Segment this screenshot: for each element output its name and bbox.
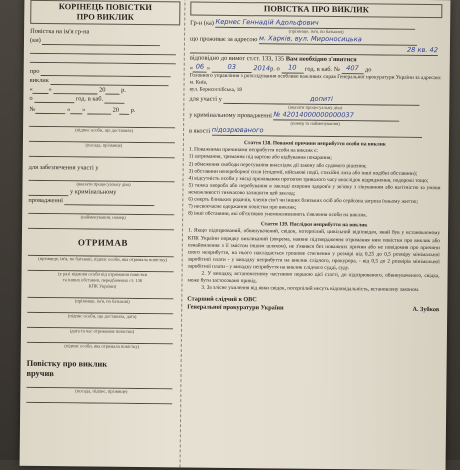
stub-received-note-5: (підпис особи, що доставила, дата)	[67, 313, 137, 319]
art139-item-3: 3. За злісне ухилення від явки свідок, потерпілий несуть відповідальність, встановлену законом.	[201, 284, 420, 294]
stub-received-note-7: (підпис особи, яка отримала повістку)	[64, 343, 140, 350]
appear-day: 06	[193, 63, 207, 73]
appear-year: 2014	[253, 64, 271, 73]
stub-participation: для забезпечення участі у	[28, 163, 99, 172]
art138-item-8: 7) несвоєчасне одержання повістки про виклик;	[188, 203, 297, 211]
stub-criminal-label-2: провадженні	[28, 196, 63, 205]
stub-received-note-4: (прізвище, ім'я, по батькові)	[74, 298, 130, 304]
stub-year: 20	[99, 86, 106, 94]
stub-case-label: (найменування, номер)	[80, 214, 126, 220]
stub-delivery-sign-label: (підпис особи, що доставила)	[75, 127, 134, 133]
for-part-label: для участі у	[189, 95, 222, 104]
stub-handed-title-2: вручив	[26, 368, 54, 379]
stub-issued-to: Повістка на ім'я гр-на	[30, 27, 90, 36]
art138-item-4: 3) обставини непереборної сили (епідемії, військові події, стихійні лиха або інші подібні обставини);	[188, 168, 418, 177]
stub-date-close: »	[48, 86, 52, 94]
art138-item-9: 8) інші обставини, які об'єктивно унеможливлюють з'явлення особи на виклик.	[188, 210, 368, 219]
stub-year-suffix: р.	[121, 86, 126, 94]
citizen-name: Кернес Геннадій Адольфович	[215, 18, 415, 30]
stub-received-note-2: та інших обставин, передбачених ст. 136	[62, 277, 143, 284]
stub-title: КОРІНЕЦЬ ПОВІСТКИ	[58, 2, 152, 13]
art139-title: Стаття 139. Наслідки неприбуття на виклик	[260, 221, 368, 229]
status-label: в якості	[189, 127, 211, 136]
status-value: підозрюваного	[212, 126, 422, 138]
stub-hours: год.	[75, 95, 87, 103]
criminal-value: № 42014000000000037	[273, 111, 399, 122]
office-text: Головного управління з розслідування особливо важливих справ Генеральної прокуратури України за адресою: м. Київ,	[189, 72, 442, 86]
stub-received-note-1: (у разі відмови особи від отримання повістки	[58, 271, 148, 278]
article-text-b: Вам необхідно з'явитися	[285, 55, 357, 64]
citizen-label: (прізвище, ім'я, по батькові)	[288, 28, 344, 35]
art138-item-7: 6) смерть близьких родичів, членів сім'ї чи інших близьких осіб або серйозна загроза їхньому життю;	[188, 196, 418, 205]
stub-room-label: в каб.	[87, 95, 104, 103]
summons-sheet	[20, 0, 451, 470]
street-text: вул. Борисоглібська, 18	[189, 86, 243, 94]
stub-date2-year: 20	[112, 106, 120, 114]
stub-issued-to-label: (ки)	[29, 36, 41, 44]
art139-item-1: 1. Якщо підозрюваний, обвинувачений, свідок, потерпілий, цивільний відповідач, який був у встановленому КПК України порядку викликаний (зокрема, наявне підтвердження отримання ним повістки про виклик або ознайомлення з її змістом іншим шляхом), не з'явився без поважних причин або не повідомив про причини свого неприбуття, на нього накладається грошове стягнення у розмірі від 0,25 до 0,5 розміру мінімальної заробітної плати - у випадку неприбуття на виклик слідчого, прокурора, - від 0,5 до 2 розмірів мінімальної заробітної плати - у випадку неприбуття на виклик слідчого судді, суду.	[187, 227, 441, 272]
stub-received-note-6: (дата та час отримання повістки)	[69, 328, 135, 334]
art139-list	[187, 228, 440, 294]
art138-item-6: 5) тяжка хвороба або перебування в закладі охорони здоров'я у зв'язку з лікуванням або вагітністю за умови неможливості тимчасово залишити цей заклад;	[188, 182, 441, 197]
stub-date-open: «	[29, 85, 33, 93]
appear-month: 03	[212, 63, 252, 73]
stub-criminal-label: у кримінальному	[69, 188, 117, 196]
art138-item-2: 1) затримання, тримання під вартою або відбування покарання;	[188, 153, 332, 162]
stub-call-to: про	[29, 67, 40, 75]
art138-item-5: 4) відсутність особи у місці проживання протягом тривалого часу внаслідок відрядження, подорожі тощо;	[188, 175, 429, 184]
stub-call-to-2: виклик	[29, 76, 49, 85]
signer-title: Старший слідчий в ОВС	[187, 295, 257, 304]
stub-date2-suffix: р.	[130, 106, 136, 114]
art138-item-1: 1. Поважними причинами неприбуття особи на виклик є:	[188, 146, 318, 155]
criminal-label: у кримінальному провадженні	[189, 111, 272, 120]
tear-line	[180, 0, 186, 467]
signer-org: Генеральної прокуратури України	[187, 303, 284, 312]
stub-title-2: ПРО ВИКЛИК	[76, 12, 134, 22]
for-part-hint: (вказати процесуальну дію)	[288, 104, 343, 111]
signer-name: А. Зубков	[412, 306, 440, 314]
criminal-hint: (номер та найменування)	[290, 120, 340, 127]
for-part-value: допиті	[223, 94, 419, 106]
stub-received-title: ОТРИМАВ	[77, 237, 128, 248]
notice-title: ПОВІСТКА ПРО ВИКЛИК	[263, 4, 369, 15]
notice-section: ПОВІСТКА ПРО ВИКЛИК Гр-н (ка) Кернес Геннадій Адольфович (прізвище, ім'я, по батькові) що проживає за адресою м. Харків, вул. Мироносицька 28 кв. 42 відповідно до вимог ст.ст. 133, 135 Вам необхідно з'явитися « 06 » 03 2014р. о 10 год. в каб. № 407 до Головного управління з розслідування особливо важливих справ Генеральної прокуратури України за адресою: м. Київ, вул. Борисоглібська, 18 для участі у допиті (вказати процесуальну дію) у кримінальному провадженні № 42014000000000037 (номер та найменування) в якості підозрюваного Стаття 138. Поважні причини неприбуття особи на виклик 1. Поважними причинами неприбуття особи на виклик є: 1) затримання, тримання під вартою або відбування покарання; 2) обмеження свободи пересування внаслідок дії закону або судового рішення; 3) обставини непереборної сили (епідемії, військові події, стихійні лиха або інші подібні обставини); 4) відсутність особи у місці проживання протягом тривалого часу внаслідок відрядження, подорожі тощо; 5) тяжка хвороба або перебування в закладі охорони здоров'я у зв'язку з лікуванням або вагітністю за умови неможливості тимчасово залишити цей заклад; 6) смерть близьких родичів, членів сім'ї чи інших близьких осіб або серйозна загроза їхньому життю; 7) несвоєчасне одержання повістки про виклик; 8) інші обставини, які об'єктивно унеможливлюють з'явлення особи на виклик. Стаття 139. Наслідки неприбуття на виклик 1. Якщо підозрюваний, обвинувачений, свідок, потерпілий, цивільний відповідач, який був у встановленому КПК України порядку викликаний (зокрема, наявне підтвердження отримання ним повістки про виклик або ознайомлення з її змістом іншим шляхом), не з'явився без поважних причин або не повідомив про причини свого неприбуття, на нього накладається грошове стягнення у розмірі від 0,25 до 0,5 розміру мінімальної заробітної плати - у випадку неприбуття на виклик слідчого, прокурора, - від 0,5 до 2 розмірів мінімальної заробітної плати - у випадку неприбуття на виклик слідчого судді, суду. 2. У випадку, встановленому частиною першою цієї статті, до підозрюваного, обвинуваченого, свідка, може бути застосовано привід. 3. За злісне ухилення від явки свідок, потерпілий несуть відповідальність, встановлену законом. Старший слідчий в ОВС Генеральної прокуратури України А. Зубков	[186, 2, 443, 465]
art138-list	[188, 147, 441, 221]
art138-item-3: 2) обмеження свободи пересування внаслідок дії закону або судового рішення;	[188, 161, 367, 169]
stub-received-sign: (прізвище, ім'я, по батькові, підпис особи, яка отримала повістку)	[38, 255, 168, 263]
citizen-prefix: Гр-н (ка)	[190, 19, 214, 27]
residing-label: що проживає за адресою	[189, 35, 258, 44]
notice-title-box	[190, 2, 442, 19]
article-text-a: відповідно до вимог ст.ст. 133, 135	[189, 54, 285, 63]
art139-item-2: 2. У випадку, встановленому частиною першою цієї статті, до підозрюваного, обвинуваченого, свідка, може бути застосовано привід.	[187, 270, 440, 285]
stub-number-label: №	[29, 105, 36, 113]
art138-title: Стаття 138. Поважні причини неприбуття особи на виклик	[244, 140, 386, 148]
stub-received-note-3: КПК України)	[88, 283, 117, 289]
stub-delivery-name-label: (посада, прізвище)	[85, 142, 123, 148]
stub-procedure-label: (вказати процесуальну дію)	[76, 181, 131, 187]
stub-date2-open: «	[66, 106, 71, 114]
stub-handed-sign: (посада, підпис, прізвище)	[75, 388, 128, 394]
residing-address-2: 28 кв. 42	[190, 44, 438, 57]
appear-room: 407	[341, 64, 363, 74]
residing-address: м. Харків, вул. Мироносицька	[259, 34, 417, 46]
stub-date2-close: »	[82, 106, 86, 114]
stub-handed-title: Повістку про виклик	[26, 358, 108, 369]
appear-hour: 10	[281, 63, 303, 73]
stub-title-box	[30, 0, 180, 25]
stub-time-label: о	[29, 94, 33, 102]
stub-section	[26, 0, 181, 461]
